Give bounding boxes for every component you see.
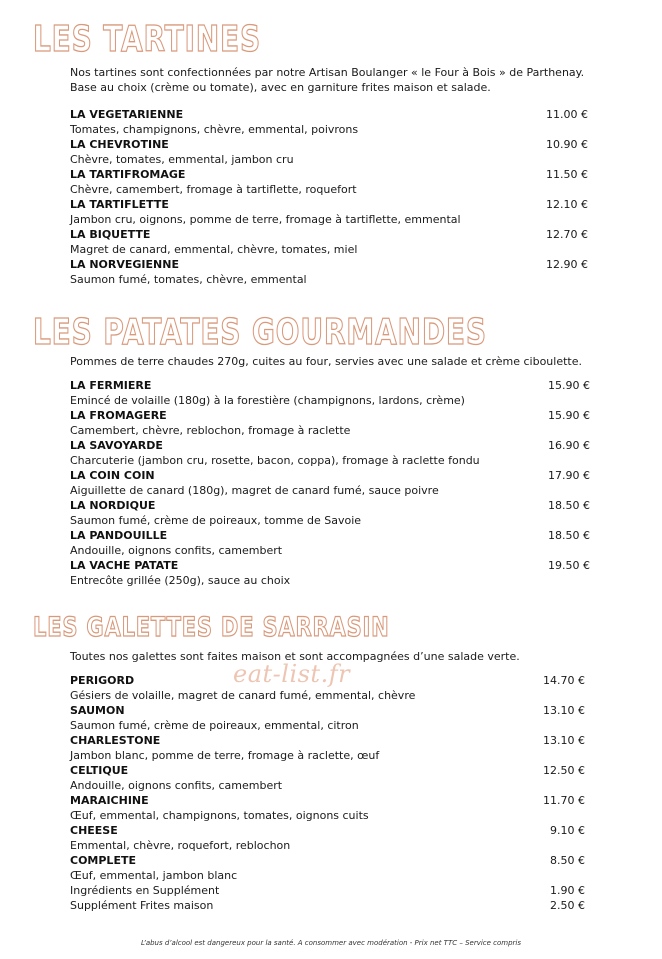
item-price: 18.50 €	[548, 529, 590, 542]
supplement-label: Ingrédients en Supplément	[70, 884, 220, 897]
legal-footer: L’abus d’alcool est dangereux pour la santé. A consommer avec modération - Prix net TTC – Service compris	[140, 939, 522, 947]
menu-item	[70, 733, 585, 763]
menu-item	[70, 257, 588, 287]
item-description: Œuf, emmental, jambon blanc	[70, 869, 238, 882]
item-price: 15.90 €	[548, 409, 590, 422]
item-description: Œuf, emmental, champignons, tomates, oignons cuits	[70, 809, 369, 822]
item-description: Emmental, chèvre, roquefort, reblochon	[70, 839, 291, 852]
item-price: 14.70 €	[543, 674, 585, 687]
galettes-intro: Toutes nos galettes sont faites maison et sont accompagnées d’une salade verte.	[70, 650, 520, 663]
item-price: 13.10 €	[543, 704, 585, 717]
item-price: 12.10 €	[546, 198, 588, 211]
item-name: LA TARTIFROMAGE	[70, 168, 186, 181]
tartines-intro-line1: Nos tartines sont confectionnées par notre Artisan Boulanger « le Four à Bois » de Parthenay.	[70, 66, 585, 79]
tartines-intro-line2: Base au choix (crème ou tomate), avec en garniture frites maison et salade.	[70, 81, 491, 94]
item-description: Andouille, oignons confits, camembert	[70, 779, 283, 792]
item-price: 19.50 €	[548, 559, 590, 572]
item-description: Saumon fumé, crème de poireaux, tomme de Savoie	[70, 514, 362, 527]
item-name: CHEESE	[70, 824, 118, 837]
item-price: 11.70 €	[543, 794, 585, 807]
menu-item	[70, 468, 590, 498]
item-description: Andouille, oignons confits, camembert	[70, 544, 283, 557]
section-title-tartines: LES TARTINES	[33, 19, 262, 60]
item-name: LA COIN COIN	[70, 469, 155, 482]
item-name: LA PANDOUILLE	[70, 529, 168, 542]
menu-item	[70, 107, 588, 137]
menu-item	[70, 197, 588, 227]
menu-item	[70, 137, 588, 167]
menu-item	[70, 703, 585, 733]
item-name: LA FROMAGERE	[70, 409, 167, 422]
item-description: Charcuterie (jambon cru, rosette, bacon, coppa), fromage à raclette fondu	[70, 454, 480, 467]
menu-item	[70, 528, 590, 558]
galettes-menu	[70, 673, 585, 913]
item-name: CHARLESTONE	[70, 734, 161, 747]
item-description: Jambon blanc, pomme de terre, fromage à raclette, œuf	[70, 749, 380, 762]
menu-item	[70, 673, 585, 703]
item-price: 12.70 €	[546, 228, 588, 241]
section-title-galettes: LES GALETTES DE SARRASIN	[33, 612, 390, 643]
item-price: 17.90 €	[548, 469, 590, 482]
item-price: 9.10 €	[550, 824, 585, 837]
item-description: Chèvre, tomates, emmental, jambon cru	[70, 153, 294, 166]
supplement-price: 2.50 €	[550, 899, 585, 912]
menu-item	[70, 853, 585, 883]
item-price: 8.50 €	[550, 854, 585, 867]
item-price: 11.50 €	[546, 168, 588, 181]
item-name: CELTIQUE	[70, 764, 129, 777]
menu-item	[70, 378, 590, 408]
item-description: Magret de canard, emmental, chèvre, tomates, miel	[70, 243, 358, 256]
item-price: 12.50 €	[543, 764, 585, 777]
item-price: 13.10 €	[543, 734, 585, 747]
menu-item	[70, 408, 590, 438]
item-name: PERIGORD	[70, 674, 135, 687]
menu-item	[70, 498, 590, 528]
watermark-text: eat-list.fr	[233, 660, 351, 688]
menu-item	[70, 438, 590, 468]
item-name: LA NORDIQUE	[70, 499, 156, 512]
tartines-menu	[70, 107, 588, 287]
item-name: LA BIQUETTE	[70, 228, 151, 241]
item-name: LA VEGETARIENNE	[70, 108, 184, 121]
supplement-price: 1.90 €	[550, 884, 585, 897]
supplement-label: Supplément Frites maison	[70, 899, 214, 912]
supplement-row	[70, 898, 585, 913]
menu-item	[70, 227, 588, 257]
item-name: COMPLETE	[70, 854, 136, 867]
item-price: 15.90 €	[548, 379, 590, 392]
item-price: 11.00 €	[546, 108, 588, 121]
item-price: 18.50 €	[548, 499, 590, 512]
menu-item	[70, 167, 588, 197]
item-name: MARAICHINE	[70, 794, 149, 807]
item-name: LA TARTIFLETTE	[70, 198, 169, 211]
item-name: LA CHEVROTINE	[70, 138, 169, 151]
patates-menu	[70, 378, 590, 588]
item-description: Saumon fumé, tomates, chèvre, emmental	[70, 273, 307, 286]
item-description: Jambon cru, oignons, pomme de terre, fromage à tartiflette, emmental	[70, 213, 461, 226]
item-price: 16.90 €	[548, 439, 590, 452]
section-title-patates: LES PATATES GOURMANDES	[33, 312, 487, 353]
item-description: Camembert, chèvre, reblochon, fromage à raclette	[70, 424, 351, 437]
item-name: LA FERMIERE	[70, 379, 152, 392]
item-price: 10.90 €	[546, 138, 588, 151]
menu-item	[70, 558, 590, 588]
item-description: Chèvre, camembert, fromage à tartiflette, roquefort	[70, 183, 357, 196]
item-name: SAUMON	[70, 704, 125, 717]
item-name: LA NORVEGIENNE	[70, 258, 179, 271]
item-name: LA VACHE PATATE	[70, 559, 179, 572]
item-description: Gésiers de volaille, magret de canard fumé, emmental, chèvre	[70, 689, 416, 702]
item-description: Tomates, champignons, chèvre, emmental, poivrons	[70, 123, 359, 136]
item-description: Aiguillette de canard (180g), magret de canard fumé, sauce poivre	[70, 484, 439, 497]
menu-item	[70, 793, 585, 823]
item-description: Emincé de volaille (180g) à la forestière (champignons, lardons, crème)	[70, 394, 465, 407]
item-price: 12.90 €	[546, 258, 588, 271]
patates-intro: Pommes de terre chaudes 270g, cuites au four, servies avec une salade et crème ciboulette.	[70, 355, 582, 368]
item-description: Entrecôte grillée (250g), sauce au choix	[70, 574, 291, 587]
supplement-row	[70, 883, 585, 898]
item-name: LA SAVOYARDE	[70, 439, 163, 452]
menu-item	[70, 763, 585, 793]
menu-item	[70, 823, 585, 853]
item-description: Saumon fumé, crème de poireaux, emmental, citron	[70, 719, 359, 732]
